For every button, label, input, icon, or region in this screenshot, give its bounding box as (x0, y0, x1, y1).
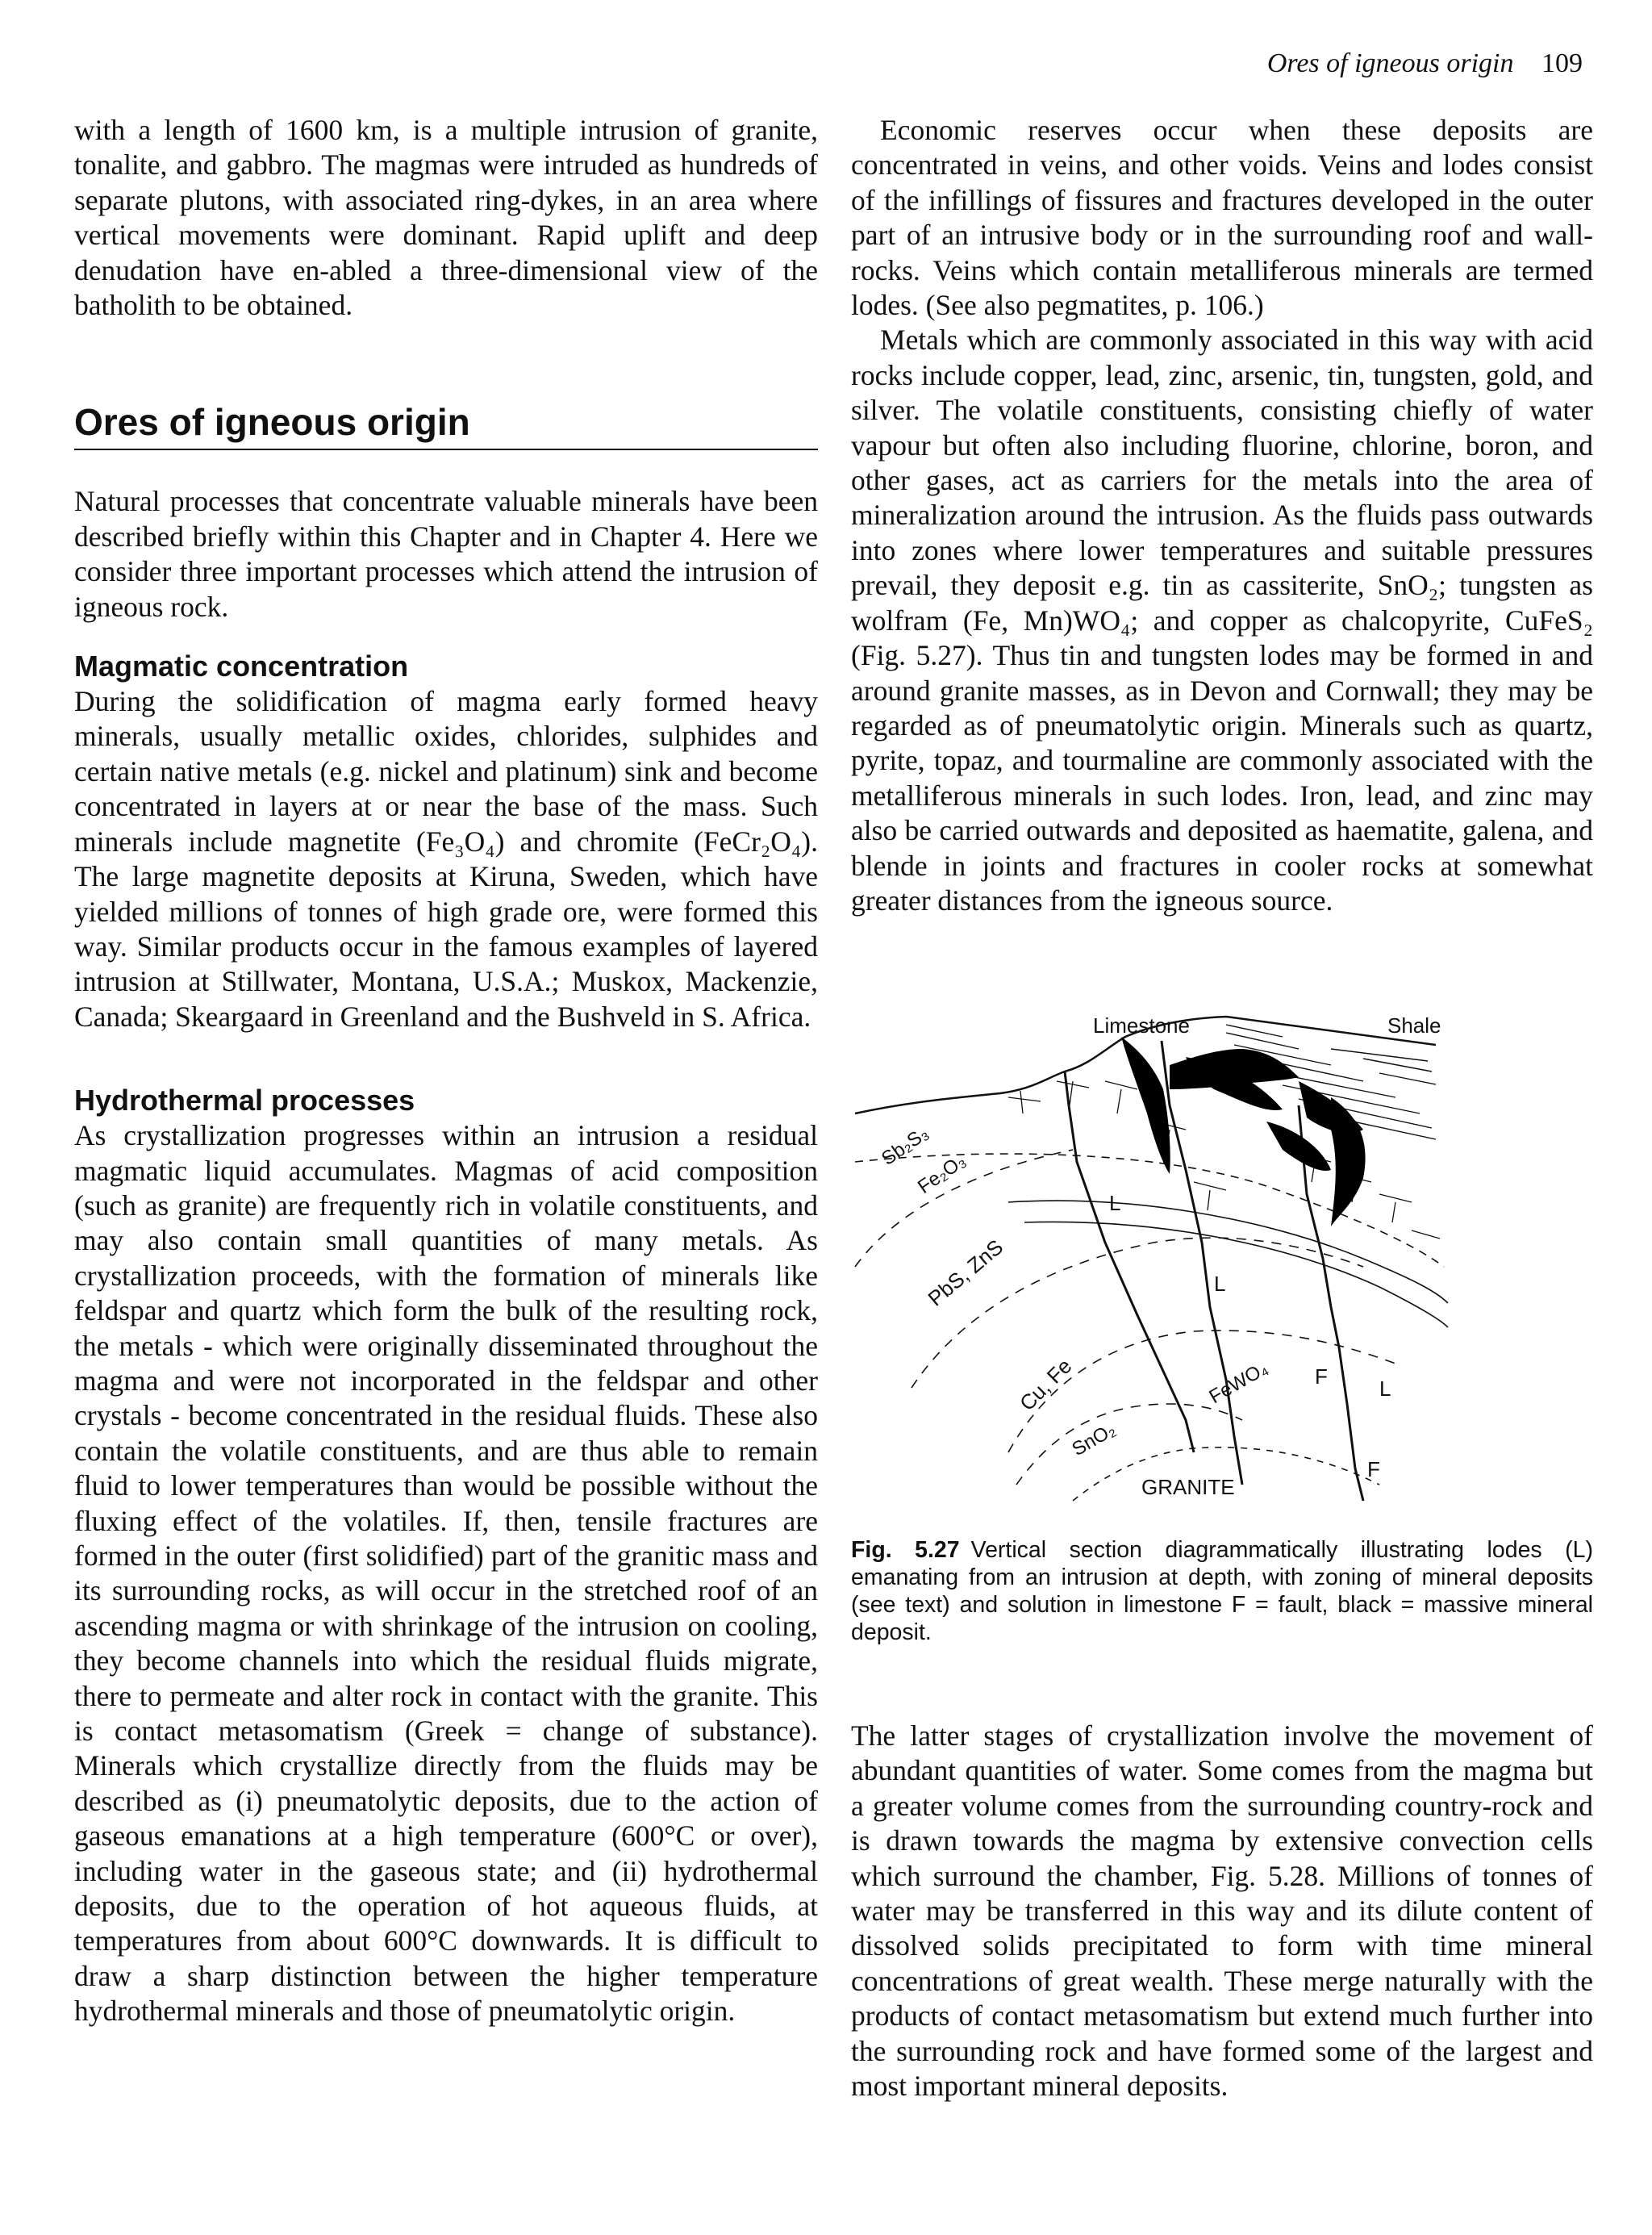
label-sno2: SnO₂ (1068, 1418, 1120, 1461)
section-intro-paragraph: Natural processes that concentrate valuable minerals have been described briefly within this Chapter and in Chapter 4. Here we consider three important processes which attend the intrusion of igneous rock. (74, 485, 818, 623)
label-lode-1: L (1109, 1191, 1121, 1215)
figure-caption-text: Vertical section diagrammatically illustrating lodes (L) emanating from an intrusion at depth, with zoning of mineral deposits (see text) and solution in limestone F = fault, black = massive mineral deposit. (851, 1537, 1593, 1645)
label-fault-1: F (1315, 1364, 1328, 1389)
ore-zoning-diagram (847, 1001, 1589, 1517)
right-column (851, 113, 1593, 918)
magmatic-concentration-paragraph: During the solidification of magma early formed heavy minerals, usually metallic oxides, chlorides, sulphides and certain native metals (e.g. nickel and platinum) sink and become concentrated in layers at or near the base of the mass. Such minerals include magnetite (Fe₃O₄) and chromite (FeCr₂O₄). The large magnetite deposits at Kiruna, Sweden, which have yielded millions of tonnes of high grade ore, were formed this way. Similar products occur in the famous examples of layered intrusion at Stillwater, Montana, U.S.A.; Muskox, Mackenzie, Canada; Skeargaard in Greenland and the Bushveld in S. Africa. (74, 685, 818, 1033)
figure-number: Fig. 5.27 (851, 1537, 960, 1563)
label-limestone: Limestone (1093, 1013, 1190, 1038)
running-head-title: Ores of igneous origin (1266, 48, 1514, 78)
metals-paragraph: Metals which are commonly associated in this way with acid rocks include copper, lead, zinc, arsenic, tin, tungsten, gold, and silver. The volatile constituents, consisting chiefly of water vapour but often also including fluorine, chlorine, boron, and other gases, act as carriers for the metals into the area of mineralization around the intrusion. As the fluids pass outwards into zones where lower temperatures and suitable pressures prevail, they deposit e.g. tin as cassiterite, SnO₂; tungsten as wolfram (Fe, Mn)WO₄; and copper as chalcopyrite, CuFeS₂ (Fig. 5.27). Thus tin and tungsten lodes may be formed in and around granite masses, as in Devon and Cornwall; they may be regarded as of pneumatolytic origin. Minerals such as quartz, pyrite, topaz, and tourmaline are commonly associated with the metalliferous minerals in such lodes. Iron, lead, and zinc may also be carried outwards and deposited as haematite, galena, and blende in joints and fractures in cooler rocks at somewhat greater distances from the igneous source. (851, 324, 1593, 917)
section-title: Ores of igneous origin (74, 400, 818, 450)
massive-deposits (1121, 1037, 1366, 1226)
label-shale: Shale (1387, 1013, 1441, 1038)
lode-line-2 (1162, 1041, 1242, 1485)
label-cu-fe: Cu, Fe (1015, 1353, 1077, 1416)
label-lode-2: L (1214, 1272, 1226, 1296)
label-fe2o3: Fe₂O₃ (913, 1150, 970, 1198)
label-fault-2: F (1367, 1457, 1380, 1481)
running-head (1210, 48, 1583, 89)
page-number: 109 (1541, 48, 1583, 78)
label-lode-3: L (1379, 1377, 1391, 1401)
left-column (74, 113, 818, 2029)
right-column-lower (851, 1719, 1593, 2103)
magmatic-concentration-heading: Magmatic concentration (74, 650, 409, 683)
latter-stages-paragraph: The latter stages of crystallization involve the movement of abundant quantities of water. Some comes from the magma but a greater volume comes from the surrounding country-rock and is drawn towards the magma by extensive convection cells which surround the chamber, Fig. 5.28. Millions of tonnes of water may be transferred in this way and its dilute content of dissolved solids precipitated to form with time mineral concentrations of great wealth. These merge naturally with the products of contact metasomatism but extend much further into the surrounding rock and have formed some of the largest and most important mineral deposits. (851, 1719, 1593, 2103)
label-sb2s3: Sb₂S₃ (877, 1122, 933, 1170)
figure-5-27 (847, 1001, 1589, 1517)
label-pbs-zns: PbS, ZnS (923, 1234, 1008, 1311)
label-granite: GRANITE (1141, 1475, 1235, 1499)
hydrothermal-processes-paragraph: As crystallization progresses within an intrusion a residual magmatic liquid accumulates. Magmas of acid composition (such as granite) are frequently rich in volatile constituents, and may also contain small quantities of many metals. As crystallization proceeds, with the formation of minerals like feldspar and quartz which form the bulk of the resulting rock, the metals - which were originally disseminated throughout the magma and were not incorporated in the feldspar and other crystals - become concentrated in the residual fluids. These also contain the volatile constituents, and are thus able to remain fluid to lower temperatures than would be possible without the fluxing effect of the volatiles. If, then, tensile fractures are formed in the outer (first solidified) part of the granitic mass and its surrounding rocks, as will occur in the stretched roof of an ascending magma or with shrinkage of the intrusion on cooling, they become channels into which the residual fluids migrate, there to permeate and alter rock in contact with the granite. This is contact metasomatism (Greek = change of substance). Minerals which crystallize directly from the fluids may be described as (i) pneumatolytic deposits, due to the action of gaseous emanations at a high temperature (600°C or over), including water in the gaseous state; and (ii) hydrothermal deposits, due to the operation of hot aqueous fluids, at temperatures from about 600°C downwards. It is difficult to draw a sharp distinction between the higher temperature hydrothermal minerals and those of pneumatolytic origin. (74, 1119, 818, 2028)
intro-paragraph: with a length of 1600 km, is a multiple intrusion of granite, tonalite, and gabbro. The magmas were intruded as hundreds of separate plutons, with associated ring-dykes, in an area where vertical movements were dominant. Rapid uplift and deep denudation have en-abled a three-dimensional view of the batholith to be obtained. (74, 114, 818, 322)
economic-reserves-paragraph: Economic reserves occur when these deposits are concentrated in veins, and other voids. Veins and lodes consist of the infillings of fissures and fractures developed in the outer part of an intrusive body or in the surrounding roof and wall-rocks. Veins which contain metalliferous minerals are termed lodes. (See also pegmatites, p. 106.) (851, 114, 1593, 322)
label-fewo4: FeWO₄ (1205, 1357, 1272, 1409)
figure-caption (851, 1536, 1593, 1646)
hydrothermal-processes-heading: Hydrothermal processes (74, 1084, 415, 1118)
